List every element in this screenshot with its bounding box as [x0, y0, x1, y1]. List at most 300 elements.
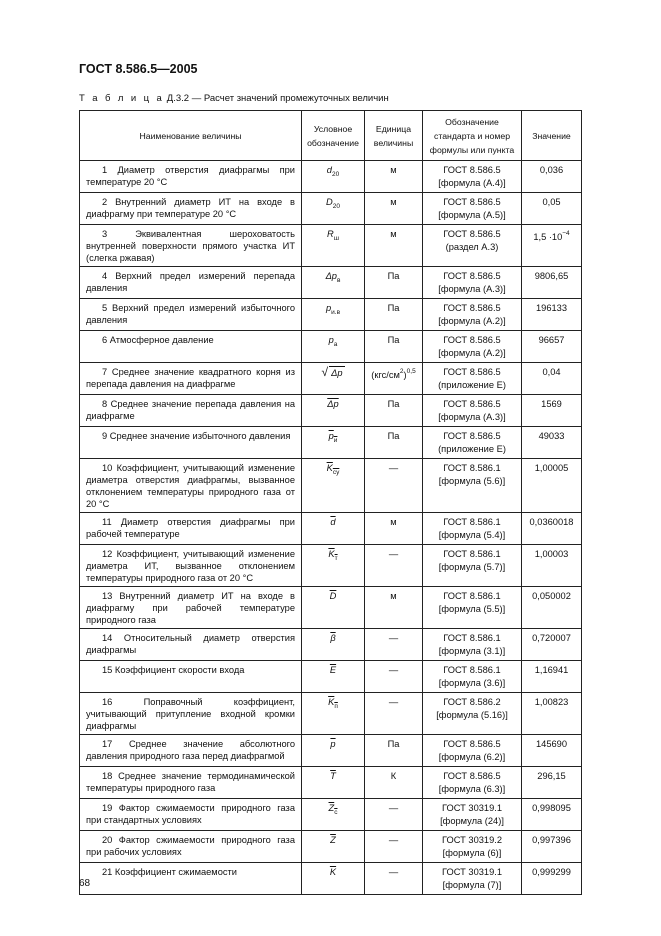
- standard-reference: [423, 193, 522, 225]
- unit-text: Па: [387, 271, 400, 281]
- quantity-unit: [365, 299, 423, 331]
- standard-reference-line: (приложение Е): [438, 380, 506, 390]
- table-caption: [79, 93, 389, 104]
- quantity-unit: [365, 693, 423, 735]
- symbol-main: [330, 739, 335, 749]
- quantity-symbol: [302, 831, 365, 863]
- quantity-unit: [365, 863, 423, 895]
- table-row: [80, 545, 582, 587]
- quantity-name: [80, 513, 302, 545]
- standard-reference: [423, 661, 522, 693]
- quantity-value: [522, 513, 582, 545]
- unit-text: К: [390, 771, 397, 781]
- standard-reference: [423, 363, 522, 395]
- table-row: [80, 767, 582, 799]
- standard-reference-line: ГОСТ 8.586.5: [443, 335, 501, 345]
- standard-reference-line: ГОСТ 30319.2: [441, 835, 503, 845]
- standard-reference-line: ГОСТ 8.586.5: [443, 303, 501, 313]
- col-header-symbol: Условное обозначение: [302, 111, 365, 161]
- table-row: [80, 459, 582, 513]
- unit-text: Па: [387, 335, 400, 345]
- quantity-name: [80, 299, 302, 331]
- quantity-name-text: 4 Верхний предел измерений перепада давления: [86, 271, 295, 293]
- quantity-unit: [365, 395, 423, 427]
- quantity-name-text: 5 Верхний предел измерений избыточного давления: [86, 303, 295, 325]
- standard-reference-line: ГОСТ 8.586.5: [443, 229, 501, 239]
- quantity-value: [522, 799, 582, 831]
- standard-reference-line: ГОСТ 8.586.1: [443, 591, 501, 601]
- standard-reference: [423, 225, 522, 267]
- unit-text: —: [388, 633, 399, 643]
- value-text: 96657: [538, 335, 565, 345]
- quantity-value: [522, 427, 582, 459]
- standard-reference-line: (приложение Е): [438, 444, 506, 454]
- symbol-main: [326, 197, 340, 210]
- symbol-letter: $\overline{E}$: [329, 665, 337, 675]
- quantity-unit: [365, 161, 423, 193]
- standard-reference-line: ГОСТ 8.586.5: [443, 197, 501, 207]
- table-row: [80, 331, 582, 363]
- quantity-name: [80, 693, 302, 735]
- standard-reference-line: ГОСТ 8.586.5: [443, 431, 501, 441]
- table-row: [80, 693, 582, 735]
- standard-reference-line: ГОСТ 8.586.1: [443, 463, 501, 473]
- quantity-name-text: 13 Внутренний диаметр ИТ на входе в диафрагму при рабочей температуре природного газа: [86, 591, 295, 625]
- quantity-unit: [365, 363, 423, 395]
- quantity-name: [80, 661, 302, 693]
- standard-reference-line: ГОСТ 8.586.5: [443, 165, 501, 175]
- symbol-subscript: и: [333, 437, 338, 444]
- quantity-value: [522, 693, 582, 735]
- symbol-letter: K: [328, 549, 335, 559]
- quantity-symbol: [302, 629, 365, 661]
- quantity-value: [522, 363, 582, 395]
- symbol-main: [330, 771, 336, 781]
- unit-text: —: [388, 835, 399, 845]
- symbol-subscript: т: [334, 555, 338, 562]
- quantity-name: [80, 267, 302, 299]
- standard-reference: [423, 331, 522, 363]
- symbol-letter: Z: [328, 803, 335, 813]
- quantity-symbol: [302, 299, 365, 331]
- quantity-unit: [365, 427, 423, 459]
- unit-text: —: [388, 463, 399, 473]
- quantity-name-text: 11 Диаметр отверстия диафрагмы при рабочей температуре: [86, 517, 295, 539]
- standard-reference: [423, 629, 522, 661]
- standard-reference-line: ГОСТ 30319.1: [441, 867, 503, 877]
- standard-reference-line: ГОСТ 8.586.1: [443, 517, 501, 527]
- quantity-name-text: 9 Среднее значение избыточного давления: [102, 431, 291, 441]
- symbol-subscript: п: [334, 703, 338, 710]
- quantity-name: [80, 831, 302, 863]
- standard-reference-line: ГОСТ 8.586.5: [443, 367, 501, 377]
- symbol-main: [330, 517, 335, 527]
- standard-reference-line: [формула (5.7)]: [438, 562, 506, 572]
- quantity-value: [522, 831, 582, 863]
- unit-superscript: 0,5: [406, 368, 416, 375]
- standard-reference: [423, 459, 522, 513]
- value-text: 1,00823: [534, 697, 569, 707]
- quantity-unit: [365, 799, 423, 831]
- standard-reference-line: ГОСТ 8.586.5: [443, 771, 501, 781]
- standard-reference-line: [формула (5.5)]: [438, 604, 506, 614]
- quantity-name: [80, 863, 302, 895]
- value-text: 0,999299: [532, 867, 571, 877]
- value-text: 0,05: [542, 197, 561, 207]
- standard-reference-line: ГОСТ 8.586.5: [443, 271, 501, 281]
- table-caption-text: Д.3.2 — Расчет значений промежуточных величин: [164, 93, 389, 104]
- quantity-symbol: [302, 193, 365, 225]
- quantity-unit: [365, 661, 423, 693]
- quantity-name-text: 16 Поправочный коэффициент, учитывающий притупление входной кромки диафрагмы: [86, 697, 295, 731]
- standard-reference: [423, 267, 522, 299]
- standard-reference-line: [формула (А.2)]: [438, 316, 506, 326]
- symbol-letter: R: [327, 229, 334, 239]
- standard-reference-line: (раздел А.3): [445, 242, 499, 252]
- value-text: 1,00003: [534, 549, 569, 559]
- quantity-symbol: [302, 331, 365, 363]
- quantity-symbol: [302, 587, 365, 629]
- quantity-name-text: 3 Эквивалентная шероховатость внутренней поверхности прямого участка ИТ (слегка ржавая): [86, 229, 295, 263]
- quantity-value: [522, 587, 582, 629]
- symbol-letter: p: [328, 431, 334, 441]
- symbol-main: [330, 665, 336, 675]
- unit-text: Па: [387, 303, 400, 313]
- quantity-unit: [365, 629, 423, 661]
- col-header-value: Значение: [522, 111, 582, 161]
- symbol-main: [328, 803, 338, 816]
- table-row: [80, 267, 582, 299]
- sqrt-sign: √: [321, 365, 329, 379]
- quantity-name-text: 2 Внутренний диаметр ИТ на входе в диафрагму при температуре 20 °С: [86, 197, 295, 219]
- quantity-symbol: [302, 363, 365, 395]
- quantity-name-text: 21 Коэффициент сжимаемости: [102, 867, 237, 877]
- quantity-name: [80, 545, 302, 587]
- quantity-name: [80, 587, 302, 629]
- table-row: [80, 513, 582, 545]
- quantity-name-text: 15 Коэффициент скорости входа: [102, 665, 245, 675]
- standard-reference-line: [формула (5.4)]: [438, 530, 506, 540]
- unit-text: ): [403, 370, 407, 380]
- quantity-symbol: [302, 661, 365, 693]
- table-row: [80, 863, 582, 895]
- standard-reference-line: [формула (А.4)]: [438, 178, 506, 188]
- value-text: 296,15: [537, 771, 566, 781]
- standard-reference: [423, 587, 522, 629]
- symbol-letter: $\overline{d}$: [330, 517, 336, 527]
- quantity-name: [80, 363, 302, 395]
- unit-text: м: [390, 517, 397, 527]
- value-text: 49033: [538, 431, 565, 441]
- table-row: [80, 161, 582, 193]
- table-caption-prefix: Т а б л и ц а: [79, 93, 165, 104]
- quantity-symbol: [302, 427, 365, 459]
- quantity-name-text: 7 Среднее значение квадратного корня из перепада давления на диафрагме: [86, 367, 295, 389]
- symbol-subscript: 20: [331, 171, 340, 178]
- symbol-letter: p: [325, 303, 332, 313]
- symbol-main: [331, 368, 342, 378]
- quantity-value: [522, 863, 582, 895]
- unit-text: —: [388, 665, 399, 675]
- quantity-name: [80, 629, 302, 661]
- standard-reference: [423, 395, 522, 427]
- value-text: 0,036: [539, 165, 564, 175]
- standard-reference-line: [формула (А.3)]: [438, 412, 506, 422]
- value-text: 1,16941: [534, 665, 569, 675]
- quantity-name: [80, 459, 302, 513]
- unit-text: м: [390, 591, 397, 601]
- value-text: 0,720007: [532, 633, 571, 643]
- symbol-main: [325, 303, 341, 316]
- quantity-value: [522, 193, 582, 225]
- symbol-main: [330, 867, 336, 877]
- unit-text: Па: [387, 739, 400, 749]
- symbol-main: [330, 591, 337, 601]
- quantity-unit: [365, 267, 423, 299]
- symbol-main: [326, 165, 340, 178]
- value-text: 1,00005: [534, 463, 569, 473]
- unit-text: —: [388, 697, 399, 707]
- col-header-name: Наименование величины: [80, 111, 302, 161]
- symbol-main: [325, 271, 341, 284]
- table-row: [80, 427, 582, 459]
- symbol-letter: K: [328, 697, 335, 707]
- value-text: 0,04: [542, 367, 561, 377]
- unit-text: (кгс/см: [371, 370, 400, 380]
- quantity-name: [80, 427, 302, 459]
- quantity-name-text: 19 Фактор сжимаемости природного газа при стандартных условиях: [86, 803, 295, 825]
- quantity-name: [80, 395, 302, 427]
- symbol-subscript: 20: [332, 203, 340, 210]
- standard-reference-line: [формула (А.2)]: [438, 348, 506, 358]
- standard-reference: [423, 513, 522, 545]
- value-text: 145690: [535, 739, 568, 749]
- symbol-letter: K: [326, 463, 333, 473]
- quantity-name-text: 17 Среднее значение абсолютного давления природного газа перед диафрагмой: [86, 739, 295, 761]
- unit-text: —: [388, 803, 399, 813]
- sqrt-body: [329, 366, 344, 379]
- quantity-value: [522, 629, 582, 661]
- value-text: 0,997396: [532, 835, 571, 845]
- quantity-name-text: 20 Фактор сжимаемости природного газа при рабочих условиях: [86, 835, 295, 857]
- quantity-symbol: [302, 459, 365, 513]
- quantity-unit: [365, 193, 423, 225]
- standard-reference-line: [формула (6.2)]: [438, 752, 506, 762]
- table-body: [80, 161, 582, 895]
- symbol-main: [330, 633, 335, 643]
- standard-reference: [423, 799, 522, 831]
- unit-text: Па: [387, 431, 400, 441]
- standard-reference-line: [формула (6.3)]: [438, 784, 506, 794]
- col-header-unit: Единица величины: [365, 111, 423, 161]
- symbol-main: [326, 463, 340, 476]
- quantity-name-text: 18 Среднее значение термодинамической температуры природного газа: [86, 771, 295, 793]
- symbol-letter: $\overline{p}$: [330, 739, 336, 749]
- standard-reference: [423, 693, 522, 735]
- value-text: 1569: [541, 399, 562, 409]
- standard-reference: [423, 863, 522, 895]
- standard-reference: [423, 545, 522, 587]
- quantity-value: [522, 395, 582, 427]
- quantity-value: [522, 459, 582, 513]
- value-text: 0,0360018: [529, 517, 574, 527]
- standard-reference-line: ГОСТ 8.586.1: [443, 665, 501, 675]
- value-exponent: −4: [562, 230, 570, 237]
- quantity-unit: [365, 513, 423, 545]
- standard-reference-line: [формула (5.6)]: [438, 476, 506, 486]
- quantity-name: [80, 799, 302, 831]
- table-header-row: [80, 111, 582, 161]
- standard-reference: [423, 767, 522, 799]
- quantity-name: [80, 331, 302, 363]
- symbol-main: [328, 697, 338, 710]
- standard-reference: [423, 735, 522, 767]
- symbol-letter: d: [326, 165, 332, 175]
- symbol-main: [327, 399, 338, 409]
- symbol-main: [327, 229, 339, 242]
- quantity-unit: [365, 587, 423, 629]
- table-row: [80, 193, 582, 225]
- value-text: 9806,65: [534, 271, 569, 281]
- quantity-unit: [365, 767, 423, 799]
- quantity-value: [522, 767, 582, 799]
- quantity-unit: [365, 459, 423, 513]
- symbol-main: [328, 335, 338, 348]
- symbol-letter: D: [326, 197, 333, 207]
- symbol-main: [328, 431, 338, 444]
- value-text: 196133: [535, 303, 568, 313]
- col-header-standard: Обозначение стандарта и номер формулы или пункта: [423, 111, 522, 161]
- quantity-symbol: [302, 513, 365, 545]
- quantity-name-text: 14 Относительный диаметр отверстия диафрагмы: [86, 633, 295, 655]
- table-row: [80, 629, 582, 661]
- value-text: 0,998095: [532, 803, 571, 813]
- quantity-name: [80, 193, 302, 225]
- standard-reference-line: [формула (24)]: [440, 816, 504, 826]
- quantity-symbol: [302, 395, 365, 427]
- quantity-symbol: [302, 161, 365, 193]
- quantity-symbol: [302, 545, 365, 587]
- unit-text: —: [388, 867, 399, 877]
- standard-reference: [423, 299, 522, 331]
- symbol-main: [330, 835, 336, 845]
- quantity-unit: [365, 831, 423, 863]
- table-row: [80, 799, 582, 831]
- standard-reference-line: ГОСТ 8.586.1: [443, 633, 501, 643]
- quantity-name-text: 6 Атмосферное давление: [102, 335, 214, 345]
- quantity-name: [80, 735, 302, 767]
- quantity-unit: [365, 331, 423, 363]
- symbol-letter: $\overline{Z}$: [330, 835, 336, 845]
- symbol-letter: p: [328, 335, 334, 345]
- table-row: [80, 363, 582, 395]
- quantity-symbol: [302, 735, 365, 767]
- symbol-main: [328, 549, 338, 562]
- standard-reference-line: [формула (5.16)]: [436, 710, 508, 720]
- page-number: 68: [79, 878, 91, 889]
- standard-reference-line: ГОСТ 8.586.1: [443, 549, 501, 559]
- quantity-symbol: [302, 767, 365, 799]
- quantity-symbol: [302, 225, 365, 267]
- quantity-unit: [365, 225, 423, 267]
- standard-reference-line: [формула (А.5)]: [438, 210, 506, 220]
- symbol-subscript: в: [336, 277, 341, 284]
- table-row: [80, 587, 582, 629]
- standard-reference: [423, 161, 522, 193]
- quantity-value: [522, 331, 582, 363]
- standard-reference: [423, 427, 522, 459]
- standard-reference-line: ГОСТ 8.586.2: [443, 697, 501, 707]
- unit-text: Па: [387, 399, 400, 409]
- unit-superscript: 2: [399, 368, 404, 375]
- quantity-symbol: [302, 267, 365, 299]
- symbol-letter: $\overline{\Delta p}$: [327, 399, 339, 409]
- quantity-name-text: 10 Коэффициент, учитывающий изменение диаметра отверстия диафрагмы, вызванное отклонением температуры природного газа от 20 °С: [86, 463, 295, 509]
- standard-reference-line: [формула (3.6)]: [438, 678, 506, 688]
- value-text: 1,5 ·10: [533, 232, 563, 242]
- intermediate-values-table: [79, 110, 582, 895]
- table-row: [80, 299, 582, 331]
- quantity-name: [80, 161, 302, 193]
- symbol-letter: $\overline{T}$: [330, 771, 336, 781]
- quantity-name: [80, 767, 302, 799]
- quantity-value: [522, 161, 582, 193]
- symbol-subscript: су: [332, 469, 340, 476]
- quantity-value: [522, 545, 582, 587]
- standard-reference: [423, 831, 522, 863]
- value-text: 0,050002: [532, 591, 571, 601]
- quantity-value: [522, 225, 582, 267]
- standard-reference-line: [формула (3.1)]: [438, 646, 506, 656]
- quantity-value: [522, 299, 582, 331]
- symbol-letter: Δp: [331, 368, 343, 378]
- quantity-symbol: [302, 863, 365, 895]
- quantity-unit: [365, 545, 423, 587]
- quantity-name-text: 12 Коэффициент, учитывающий изменение диаметра ИТ, вызванное отклонением температуры природного газа от 20 °С: [86, 549, 295, 583]
- quantity-name-text: 1 Диаметр отверстия диафрагмы при температуре 20 °С: [86, 165, 295, 187]
- symbol-letter: $\overline{\beta}$: [330, 633, 336, 643]
- unit-text: —: [388, 549, 399, 559]
- quantity-symbol: [302, 799, 365, 831]
- document-header: ГОСТ 8.586.5—2005: [79, 62, 198, 76]
- standard-reference-line: ГОСТ 8.586.5: [443, 399, 501, 409]
- unit-text: м: [390, 229, 397, 239]
- symbol-letter: $\overline{D}$: [329, 591, 337, 601]
- table-row: [80, 831, 582, 863]
- unit-text: м: [390, 197, 397, 207]
- symbol-subscript: ш: [333, 235, 339, 242]
- quantity-name: [80, 225, 302, 267]
- symbol-subscript: а: [333, 341, 338, 348]
- unit-text: м: [390, 165, 397, 175]
- table-row: [80, 395, 582, 427]
- symbol-subscript: с: [334, 809, 338, 816]
- table-row: [80, 735, 582, 767]
- quantity-value: [522, 735, 582, 767]
- symbol-letter: $\overline{K}$: [329, 867, 337, 877]
- table-row: [80, 225, 582, 267]
- symbol-subscript: и.в: [331, 309, 341, 316]
- quantity-unit: [365, 735, 423, 767]
- table-row: [80, 661, 582, 693]
- symbol-letter: Δp: [325, 271, 337, 281]
- standard-reference-line: ГОСТ 8.586.5: [443, 739, 501, 749]
- standard-reference-line: ГОСТ 30319.1: [441, 803, 503, 813]
- quantity-name-text: 8 Среднее значение перепада давления на диафрагме: [86, 399, 295, 421]
- quantity-value: [522, 661, 582, 693]
- standard-reference-line: [формула (А.3)]: [438, 284, 506, 294]
- quantity-symbol: [302, 693, 365, 735]
